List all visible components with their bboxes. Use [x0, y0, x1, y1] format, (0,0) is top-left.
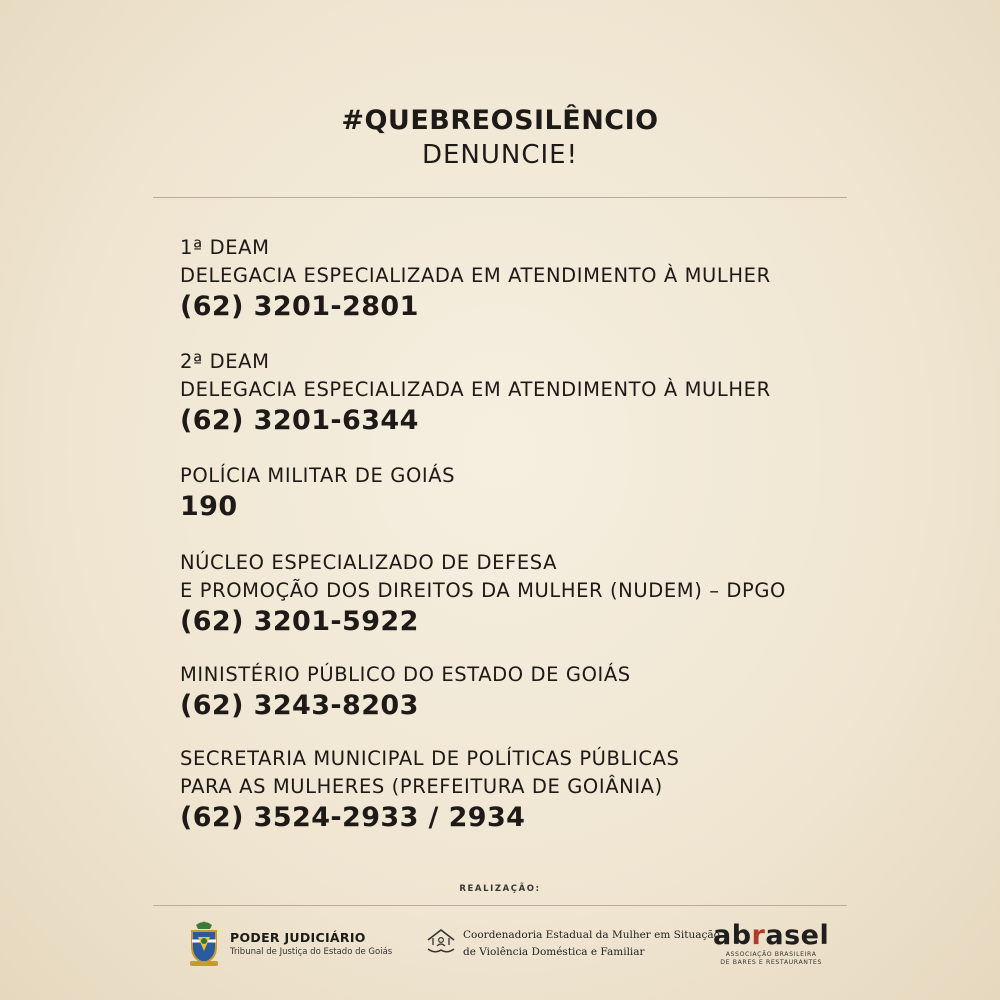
contact-phone[interactable]: (62) 3524-2933 / 2934 — [180, 802, 526, 833]
contact-phone[interactable]: (62) 3201-6344 — [180, 405, 419, 436]
abrasel-wordmark — [713, 921, 829, 951]
contact-phone[interactable]: 190 — [180, 491, 238, 522]
contact-name-line: SECRETARIA MUNICIPAL DE POLÍTICAS PÚBLICAS — [180, 747, 680, 770]
poder-judiciario-title: PODER JUDICIÁRIO — [230, 930, 366, 945]
call-to-action: DENUNCIE! — [421, 140, 579, 170]
contact-name-line: 2ª DEAM — [180, 350, 270, 373]
sponsor-logos — [0, 915, 1000, 985]
contact-name-line: PARA AS MULHERES (PREFEITURA DE GOIÂNIA) — [180, 775, 663, 798]
coordenadoria-line-1: Coordenadoria Estadual da Mulher em Situação — [463, 929, 720, 941]
contact-nudem — [180, 549, 840, 639]
contact-name-line: MINISTÉRIO PÚBLICO DO ESTADO DE GOIÁS — [180, 663, 631, 686]
contact-name-line: DELEGACIA ESPECIALIZADA EM ATENDIMENTO À MULHER — [180, 378, 771, 401]
contact-name-line: POLÍCIA MILITAR DE GOIÁS — [180, 464, 456, 487]
contact-list — [180, 234, 840, 835]
abrasel-word-end: asel — [765, 920, 830, 951]
coordenadoria-logo — [425, 927, 720, 961]
contact-policia-militar — [180, 462, 840, 524]
realizacao-label: REALIZAÇÃO: — [459, 884, 541, 894]
abrasel-word-mid: r — [751, 920, 766, 951]
hashtag-title: #QUEBREOSILÊNCIO — [341, 105, 659, 136]
bottom-divider — [153, 905, 847, 906]
poder-judiciario-subtitle: Tribunal de Justiça do Estado de Goiás — [230, 947, 393, 957]
contact-phone[interactable]: (62) 3201-2801 — [180, 291, 419, 322]
contact-ministerio-publico — [180, 661, 840, 723]
contact-name-line: E PROMOÇÃO DOS DIREITOS DA MULHER (NUDEM) – DPGO — [180, 579, 786, 602]
contact-secretaria-municipal — [180, 745, 840, 835]
house-hands-icon — [425, 927, 457, 957]
contact-deam-2 — [180, 348, 840, 438]
poder-judiciario-logo — [186, 919, 392, 969]
abrasel-subtitle-2: DE BARES E RESTAURANTES — [720, 959, 822, 966]
contact-name-line: DELEGACIA ESPECIALIZADA EM ATENDIMENTO À MULHER — [180, 264, 771, 287]
coordenadoria-line-2: de Violência Doméstica e Familiar — [463, 946, 645, 958]
contact-phone[interactable]: (62) 3243-8203 — [180, 690, 419, 721]
abrasel-subtitle-1: ASSOCIAÇÃO BRASILEIRA — [725, 951, 817, 958]
top-divider — [153, 197, 847, 198]
contact-phone[interactable]: (62) 3201-5922 — [180, 606, 419, 637]
abrasel-word-start: ab — [713, 920, 752, 951]
contact-name-line: NÚCLEO ESPECIALIZADO DE DEFESA — [180, 551, 558, 574]
contact-name-line: 1ª DEAM — [180, 236, 270, 259]
coat-of-arms-icon — [186, 919, 222, 969]
header — [0, 104, 1000, 172]
contact-deam-1 — [180, 234, 840, 324]
abrasel-logo — [713, 921, 829, 967]
